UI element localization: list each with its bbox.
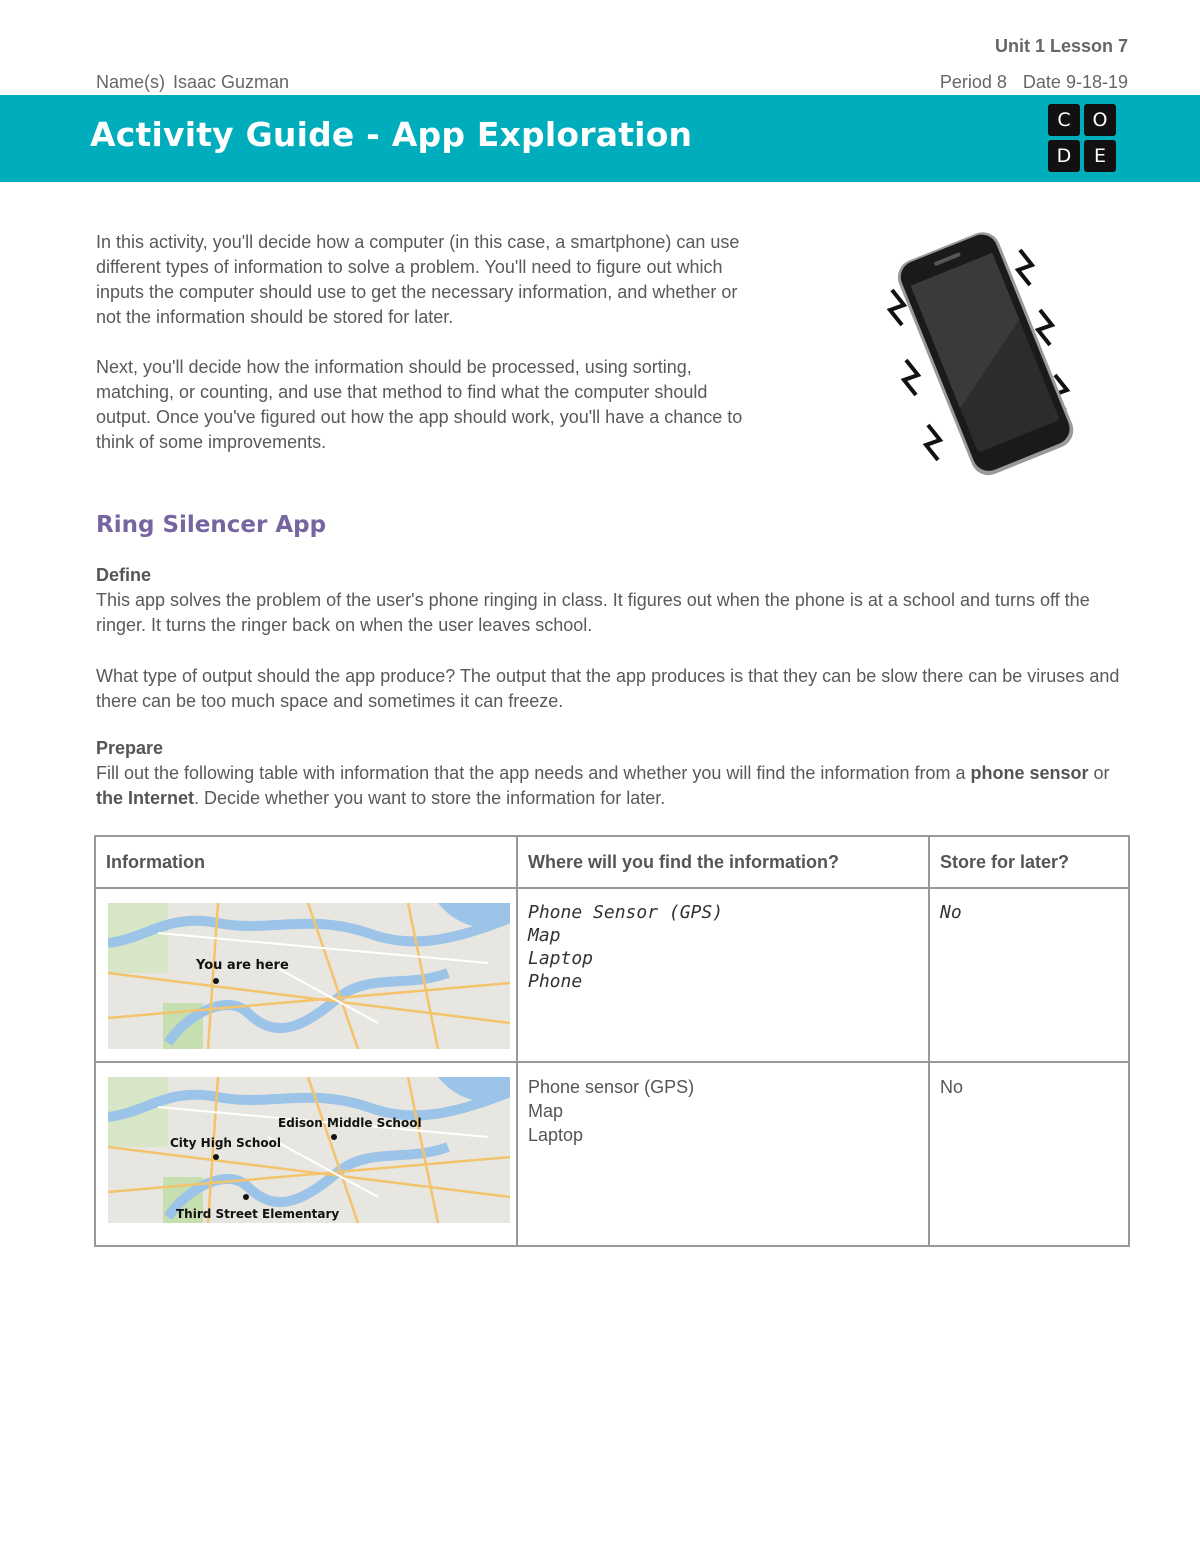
store-cell	[929, 888, 1129, 1062]
column-header: Where will you find the information?	[517, 836, 929, 888]
name-line	[96, 72, 289, 93]
map-label: Edison Middle School	[278, 1116, 422, 1130]
map-label: City High School	[170, 1136, 282, 1150]
period-value: Period 8	[939, 72, 1007, 92]
intro-paragraph-2: Next, you'll decide how the information should be processed, using sorting, matching, or counting, and use that method to find what the computer should output. Once you've figured out how the app should work, you'll have a chance to think of some improvements.	[96, 357, 743, 452]
unit-lesson-label: Unit 1 Lesson 7	[994, 36, 1128, 56]
vibrating-phone-icon	[880, 225, 1090, 485]
prepare-heading: Prepare	[96, 738, 164, 758]
map-label: You are here	[196, 958, 289, 973]
store-value: No	[940, 902, 962, 923]
map-label: Third Street Elementary	[176, 1207, 340, 1221]
column-header: Information	[95, 836, 517, 888]
where-cell	[517, 888, 929, 1062]
store-cell	[929, 1062, 1129, 1246]
intro-paragraph-1: In this activity, you'll decide how a computer (in this case, a smartphone) can use different types of information to solve a problem. You'll need to figure out which inputs the computer should use to get the necessary information, and whether or not the information should be stored for later.	[96, 232, 740, 327]
define-section	[96, 563, 1126, 638]
where-item: Map	[528, 1101, 564, 1121]
table-row	[95, 1062, 1129, 1246]
section-title: Ring Silencer App	[96, 512, 327, 538]
table-header-row	[95, 836, 1129, 888]
logo-letter: O	[1084, 104, 1116, 136]
prepare-text-c: . Decide whether you want to store the information for later.	[194, 788, 666, 808]
where-item: Laptop	[528, 1125, 584, 1145]
where-list	[518, 889, 928, 993]
prepare-bold-b: the Internet	[96, 788, 195, 808]
define-text: This app solves the problem of the user's phone ringing in class. It figures out when the phone is at a school and turns off the ringer. It turns the ringer back on when the user leaves school.	[96, 590, 1090, 635]
date-value: Date 9-18-19	[1022, 72, 1128, 92]
where-item: Phone	[528, 971, 583, 992]
where-item: Map	[528, 925, 561, 946]
table-row	[95, 888, 1129, 1062]
prepare-text-a: Fill out the following table with information that the app needs and whether you will find the information from a	[96, 763, 971, 783]
output-question: What type of output should the app produce? The output that the app produces is that they can be slow there can be viruses and there can be too much space and sometimes it can freeze.	[96, 666, 1120, 711]
information-cell	[95, 888, 517, 1062]
prepare-section	[96, 736, 1126, 811]
logo-letter: C	[1048, 104, 1080, 136]
prepare-text-b: or	[1088, 763, 1110, 783]
map-image	[108, 1077, 510, 1223]
map-image	[108, 903, 510, 1049]
column-header: Store for later?	[929, 836, 1129, 888]
period-date-line	[940, 72, 1128, 93]
information-cell	[95, 1062, 517, 1246]
where-item: Phone sensor (GPS)	[528, 1077, 695, 1097]
title-banner	[0, 95, 1200, 182]
define-heading: Define	[96, 565, 152, 585]
name-label: Name(s)	[96, 72, 166, 92]
where-cell	[517, 1062, 929, 1246]
name-value: Isaac Guzman	[173, 72, 290, 92]
logo-letter: E	[1084, 140, 1116, 172]
store-value: No	[940, 1077, 964, 1097]
page-title: Activity Guide - App Exploration	[90, 115, 693, 154]
prepare-text	[96, 761, 1126, 811]
where-item: Phone Sensor (GPS)	[528, 902, 724, 923]
prepare-bold-a: phone sensor	[970, 763, 1089, 783]
information-table	[94, 835, 1130, 1247]
where-list	[518, 1063, 928, 1147]
intro-text	[96, 230, 756, 480]
code-logo	[1048, 104, 1118, 174]
logo-letter: D	[1048, 140, 1080, 172]
where-item: Laptop	[528, 948, 594, 969]
